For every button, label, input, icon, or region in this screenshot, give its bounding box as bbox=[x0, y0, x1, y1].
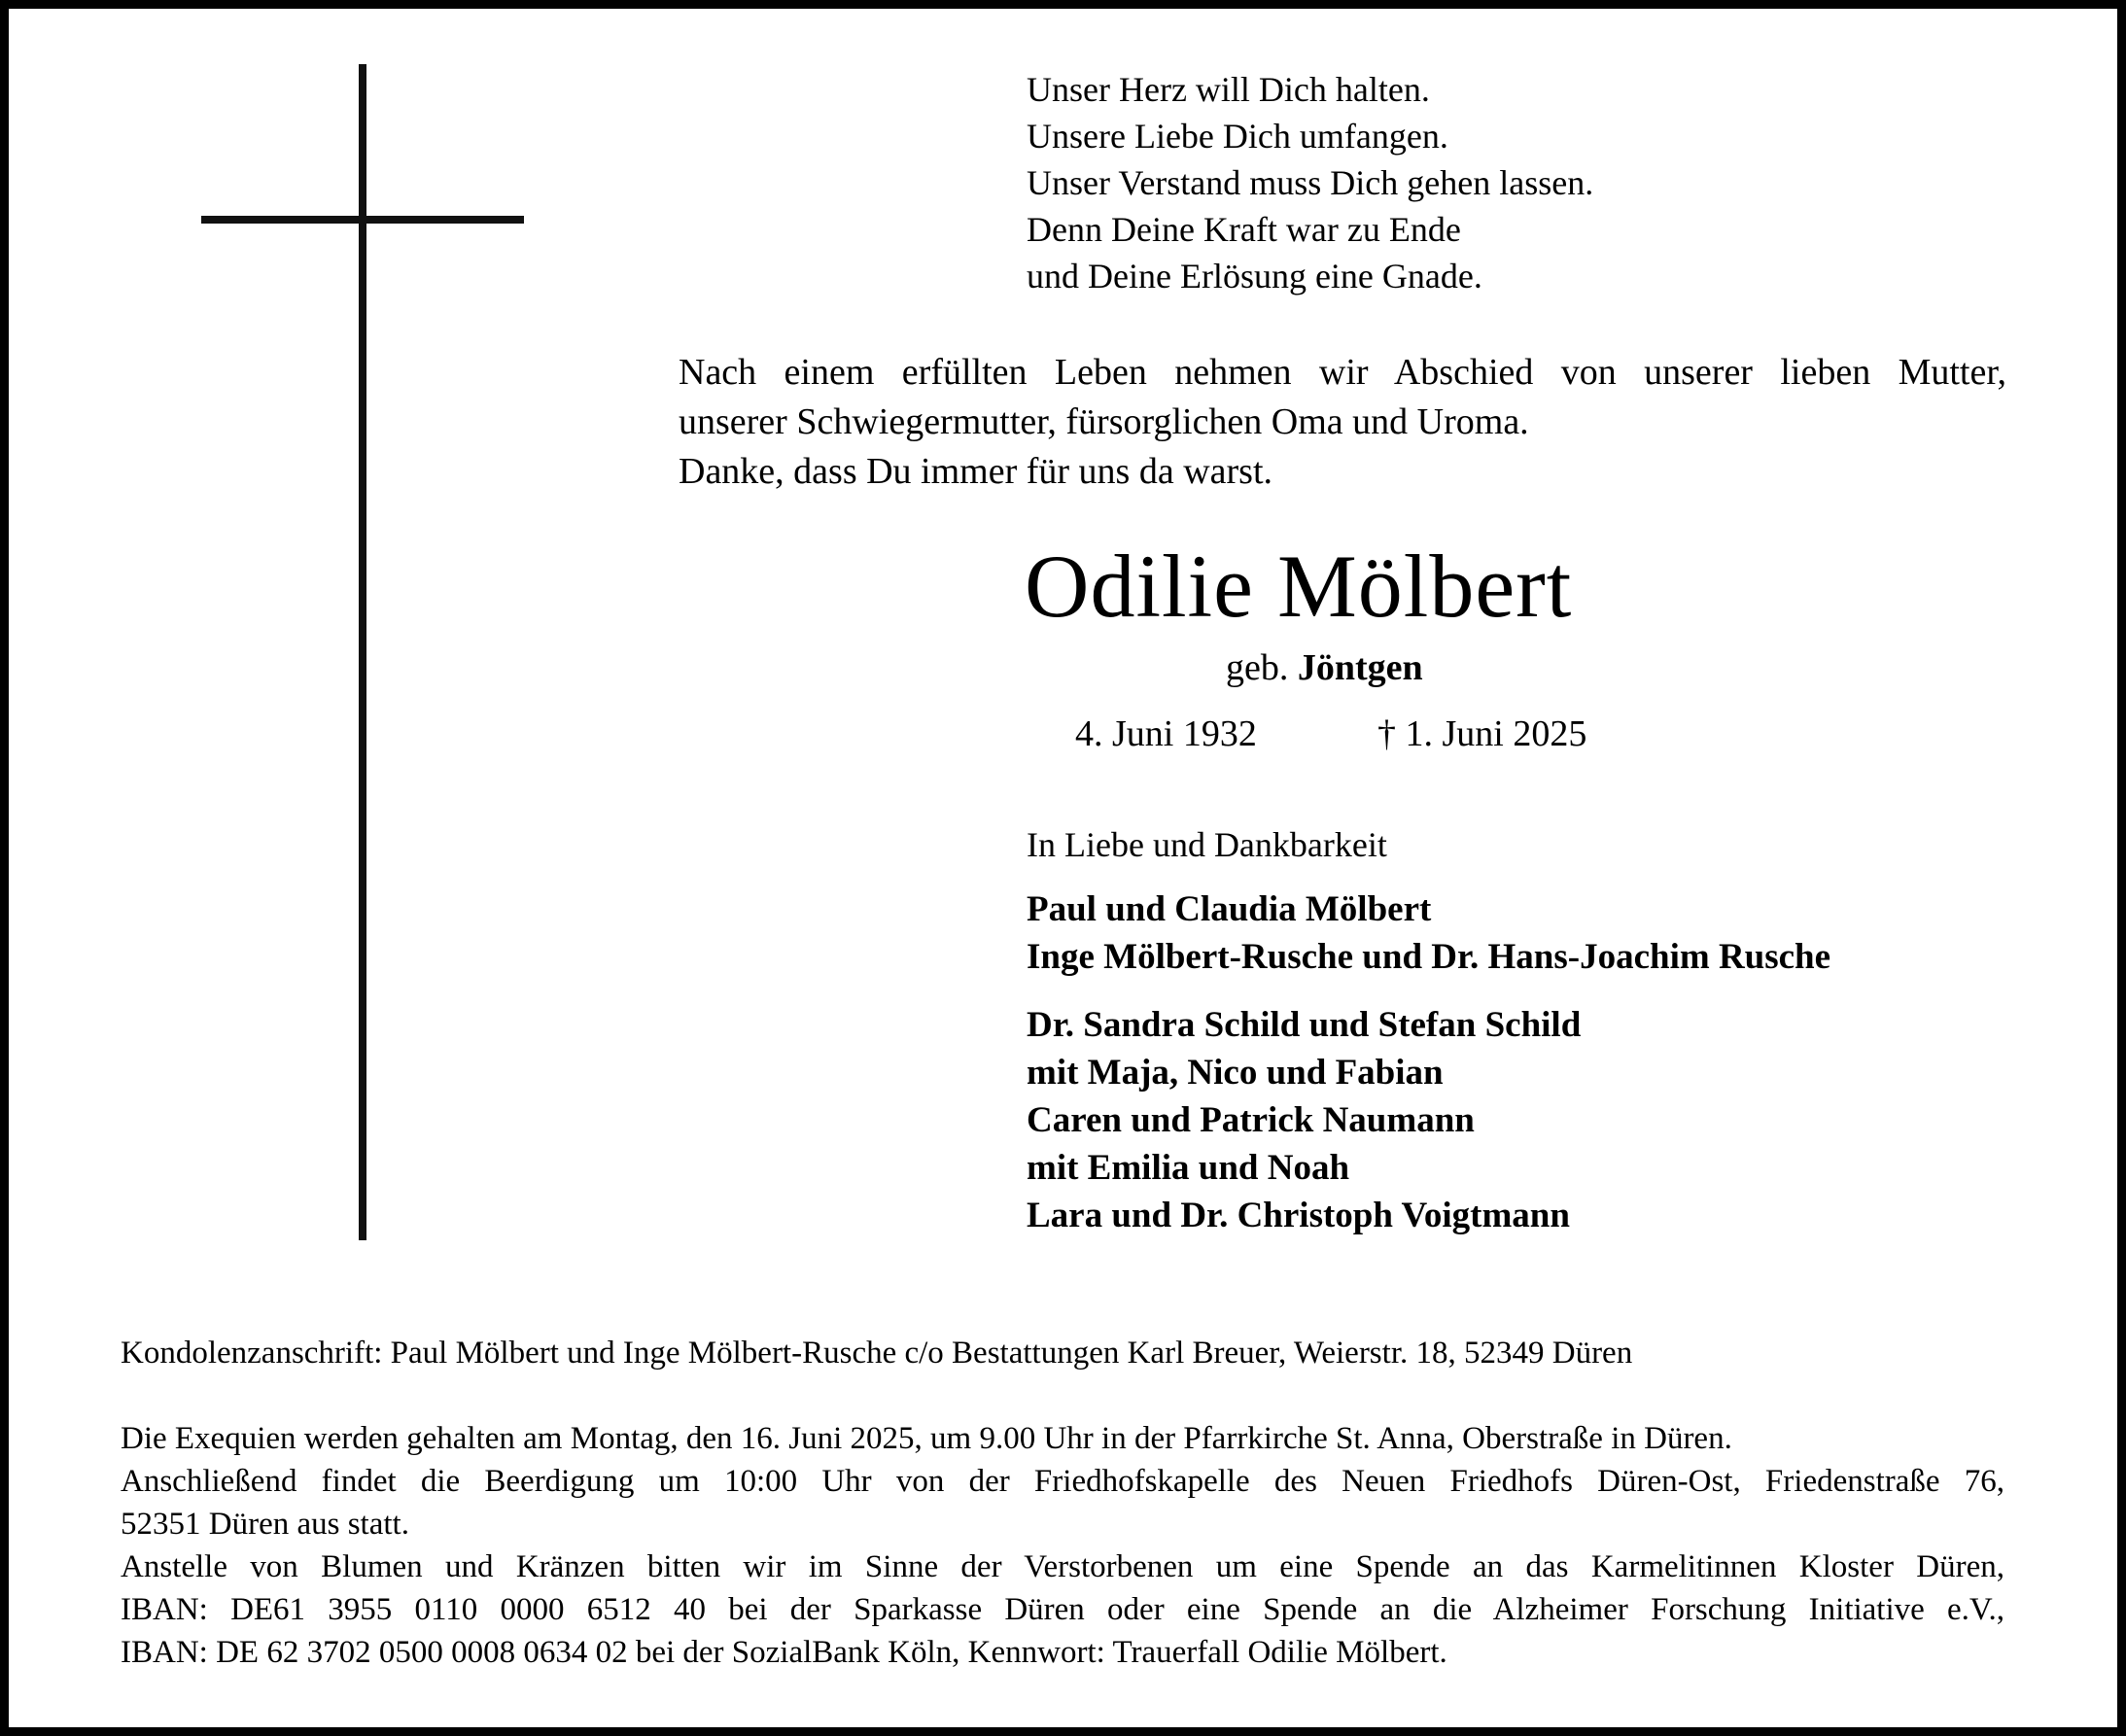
service-line: Anstelle von Blumen und Kränzen bitten wir im Sinne der Verstorbenen um eine Spende an das Karmelitinnen Kloster Düren, bbox=[121, 1549, 2004, 1584]
poem bbox=[1027, 66, 1593, 299]
family-line: Lara und Dr. Christoph Voigtmann bbox=[1027, 1196, 1570, 1235]
family-line: Dr. Sandra Schild und Stefan Schild bbox=[1027, 1005, 1582, 1045]
maiden-name: Jöntgen bbox=[1297, 647, 1423, 688]
maiden-name-line bbox=[1226, 645, 1423, 690]
service-line: IBAN: DE 62 3702 0500 0008 0634 02 bei der SozialBank Köln, Kennwort: Trauerfall Odilie Mölbert. bbox=[121, 1635, 1447, 1670]
family-line: Caren und Patrick Naumann bbox=[1027, 1100, 1475, 1140]
birth-date: 4. Juni 1932 bbox=[1075, 713, 1257, 754]
intro-line: Nach einem erfüllten Leben nehmen wir Abschied von unserer lieben Mutter, bbox=[679, 352, 2006, 393]
poem-line: und Deine Erlösung eine Gnade. bbox=[1027, 257, 1482, 295]
cross-vertical-bar bbox=[359, 64, 366, 1240]
death-date: † 1. Juni 2025 bbox=[1377, 713, 1587, 754]
poem-line: Unser Verstand muss Dich gehen lassen. bbox=[1027, 163, 1594, 202]
deceased-name: Odilie Mölbert bbox=[1025, 537, 1573, 636]
family-group-grandchildren bbox=[1027, 1001, 1581, 1239]
service-line: Anschließend findet die Beerdigung um 10:00 Uhr von der Friedhofskapelle des Neuen Friedhofs Düren-Ost, Friedenstraße 76, bbox=[121, 1464, 2004, 1499]
poem-line: Unsere Liebe Dich umfangen. bbox=[1027, 117, 1448, 156]
cross-horizontal-bar bbox=[201, 216, 524, 224]
poem-line: Unser Herz will Dich halten. bbox=[1027, 70, 1430, 109]
closing-phrase: In Liebe und Dankbarkeit bbox=[1027, 825, 1387, 864]
family-line: Inge Mölbert-Rusche und Dr. Hans-Joachim Rusche bbox=[1027, 937, 1831, 977]
intro-line: Danke, dass Du immer für uns da warst. bbox=[679, 451, 1273, 492]
service-line: 52351 Düren aus statt. bbox=[121, 1507, 409, 1542]
condolence-address: Kondolenzanschrift: Paul Mölbert und Inge Mölbert-Rusche c/o Bestattungen Karl Breuer, Weierstr. 18, 52349 Düren bbox=[121, 1336, 1633, 1371]
service-line: Die Exequien werden gehalten am Montag, den 16. Juni 2025, um 9.00 Uhr in der Pfarrkirche St. Anna, Oberstraße in Düren. bbox=[121, 1421, 1732, 1456]
nee-prefix: geb. bbox=[1226, 647, 1289, 688]
family-line: Paul und Claudia Mölbert bbox=[1027, 889, 1432, 929]
family-line: mit Emilia und Noah bbox=[1027, 1148, 1350, 1188]
service-information bbox=[121, 1417, 2004, 1674]
intro-text bbox=[679, 348, 2006, 497]
intro-line: unserer Schwiegermutter, fürsorglichen Oma und Uroma. bbox=[679, 401, 1529, 442]
family-group-children bbox=[1027, 885, 1830, 981]
service-line: IBAN: DE61 3955 0110 0000 6512 40 bei der Sparkasse Düren oder eine Spende an die Alzheimer Forschung Initiative e.V., bbox=[121, 1592, 2004, 1627]
family-line: mit Maja, Nico und Fabian bbox=[1027, 1053, 1444, 1093]
poem-line: Denn Deine Kraft war zu Ende bbox=[1027, 210, 1461, 249]
